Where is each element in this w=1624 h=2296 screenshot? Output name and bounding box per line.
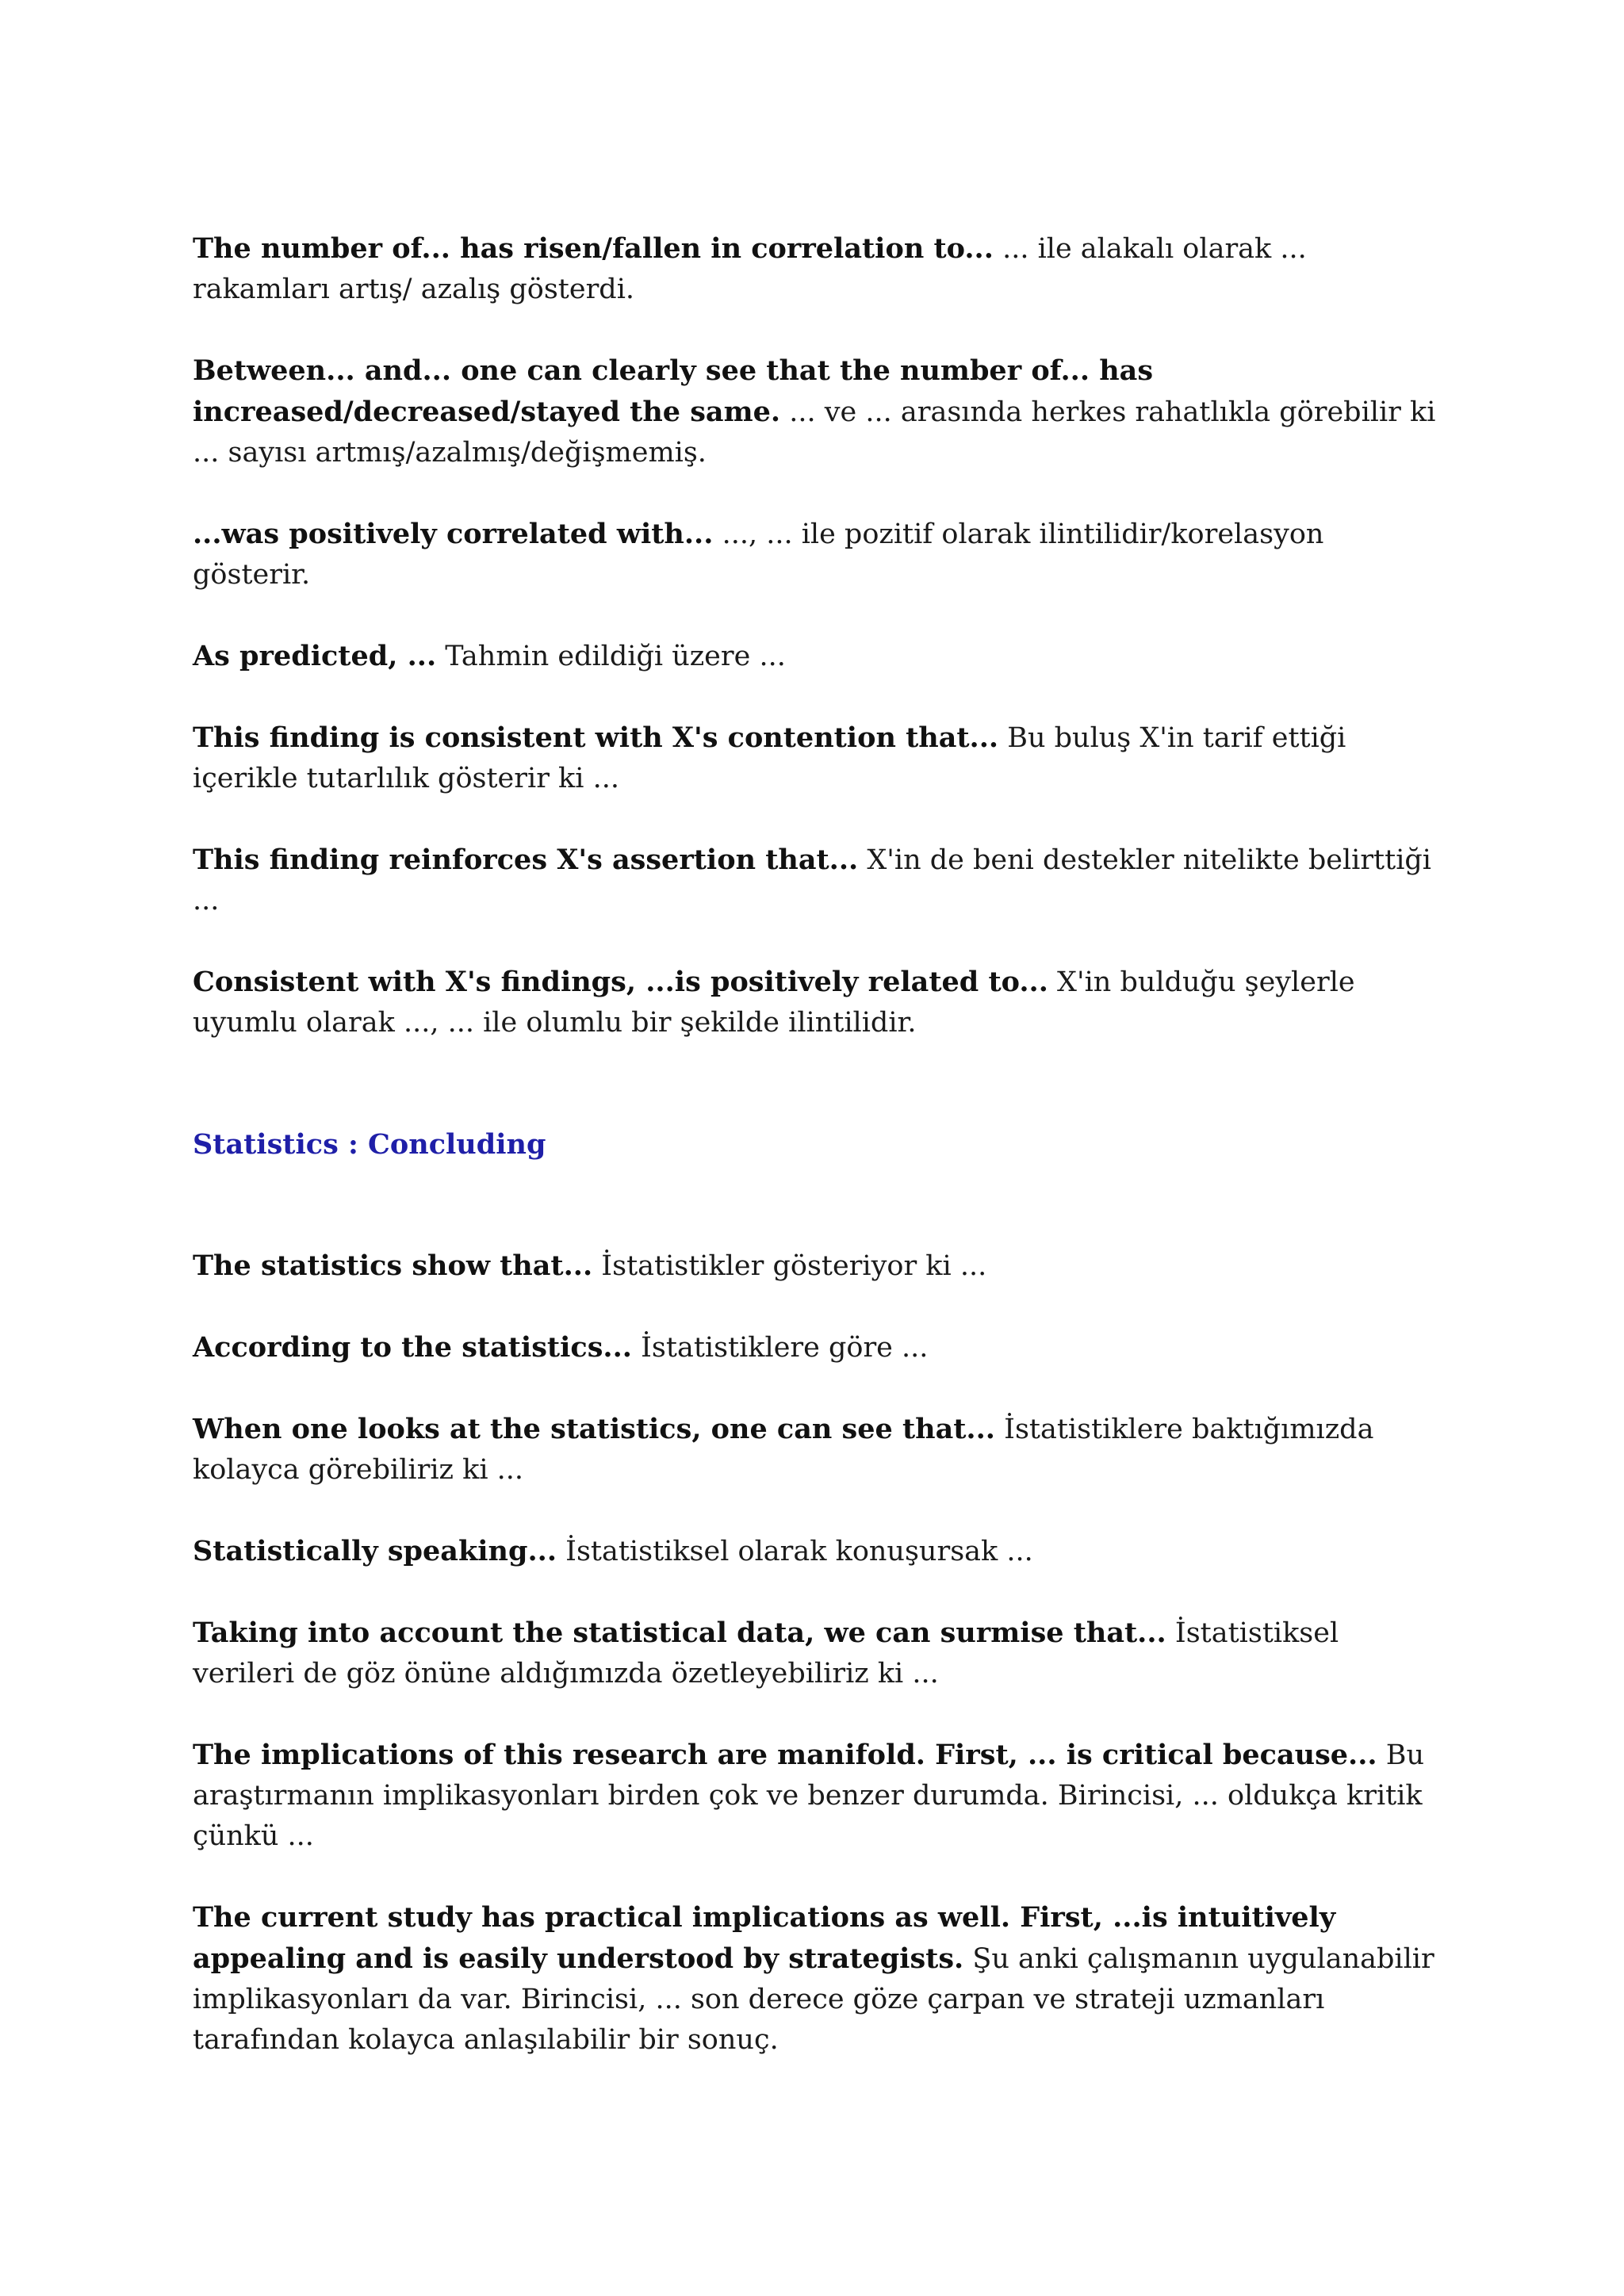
english-phrase: This finding reinforces X's assertion that... [193, 844, 859, 876]
turkish-translation: Bu buluş X'in tarif ettiği içerikle tutarlılık gösterir ki ... [193, 722, 1346, 794]
spacer [193, 1490, 1446, 1531]
english-phrase: According to the statistics... [193, 1331, 632, 1364]
turkish-translation: İstatistiksel olarak konuşursak ... [565, 1536, 1033, 1567]
english-phrase: As predicted, ... [193, 640, 437, 672]
english-phrase: The implications of this research are manifold. First, ... is critical because... [193, 1739, 1377, 1771]
english-phrase: When one looks at the statistics, one can see that... [193, 1413, 995, 1445]
phrase-entry [193, 228, 1446, 310]
english-phrase: Taking into account the statistical data, we can surmise that... [193, 1617, 1166, 1649]
spacer [193, 1165, 1446, 1205]
english-phrase: The statistics show that... [193, 1249, 593, 1282]
turkish-translation: ..., ... ile pozitif olarak ilintilidir/korelasyon gösterir. [193, 519, 1324, 591]
phrase-entry [193, 840, 1446, 921]
spacer [193, 1857, 1446, 1897]
document-page [193, 228, 1446, 2061]
english-phrase: Consistent with X's findings, ...is positively related to... [193, 966, 1048, 998]
phrase-entry [193, 514, 1446, 595]
english-phrase: The current study has practical implications as well. First, ...is intuitively appealing and is easily understood by strategists. [193, 1901, 1336, 1975]
spacer [193, 310, 1446, 350]
spacer [193, 1084, 1446, 1124]
spacer [193, 921, 1446, 962]
turkish-translation: İstatistiklere göre ... [641, 1332, 929, 1364]
turkish-translation: İstatistiklere baktığımızda kolayca görebiliriz ki ... [193, 1414, 1374, 1486]
turkish-translation: Tahmin edildiği üzere ... [445, 641, 786, 672]
turkish-translation: ... ve ... arasında herkes rahatlıkla görebilir ki ... sayısı artmış/azalmış/değişmemiş. [193, 396, 1436, 469]
spacer [193, 799, 1446, 840]
english-phrase: This finding is consistent with X's contention that... [193, 721, 999, 754]
phrase-entry [193, 1897, 1446, 2061]
phrase-entry [193, 1409, 1446, 1490]
phrase-entry [193, 1531, 1446, 1572]
turkish-translation: X'in bulduğu şeylerle uyumlu olarak ..., ... ile olumlu bir şekilde ilintilidir. [193, 966, 1355, 1039]
turkish-translation: ... ile alakalı olarak ... rakamları artış/ azalış gösterdi. [193, 233, 1307, 305]
phrase-entry [193, 1246, 1446, 1287]
spacer [193, 1205, 1446, 1246]
phrase-entry [193, 962, 1446, 1043]
phrase-entry [193, 1613, 1446, 1694]
phrase-entry [193, 350, 1446, 473]
english-phrase: Between... and... one can clearly see that the number of... has increased/decreased/stayed the same. [193, 354, 1154, 428]
spacer [193, 677, 1446, 718]
turkish-translation: İstatistikler gösteriyor ki ... [601, 1250, 987, 1282]
phrase-entry [193, 1735, 1446, 1857]
spacer [193, 1043, 1446, 1084]
spacer [193, 1572, 1446, 1613]
phrase-entry [193, 636, 1446, 677]
spacer [193, 595, 1446, 636]
turkish-translation: X'in de beni destekler nitelikte belirttiği ... [193, 844, 1431, 916]
english-phrase: ...was positively correlated with... [193, 518, 714, 550]
spacer [193, 1368, 1446, 1409]
spacer [193, 1694, 1446, 1735]
english-phrase: The number of... has risen/fallen in correlation to... [193, 232, 994, 265]
english-phrase: Statistically speaking... [193, 1535, 557, 1567]
phrase-entry [193, 718, 1446, 799]
spacer [193, 1287, 1446, 1327]
turkish-translation: Şu anki çalışmanın uygulanabilir implikasyonları da var. Birincisi, ... son derece göze çarpan ve strateji uzmanları tarafından kolayca anlaşılabilir bir sonuç. [193, 1943, 1434, 2056]
spacer [193, 473, 1446, 514]
phrase-entry [193, 1327, 1446, 1368]
turkish-translation: İstatistiksel verileri de göz önüne aldığımızda özetleyebiliriz ki ... [193, 1617, 1339, 1689]
section-heading: Statistics : Concluding [193, 1128, 546, 1161]
turkish-translation: Bu araştırmanın implikasyonları birden çok ve benzer durumda. Birincisi, ... oldukça kritik çünkü ... [193, 1739, 1425, 1852]
